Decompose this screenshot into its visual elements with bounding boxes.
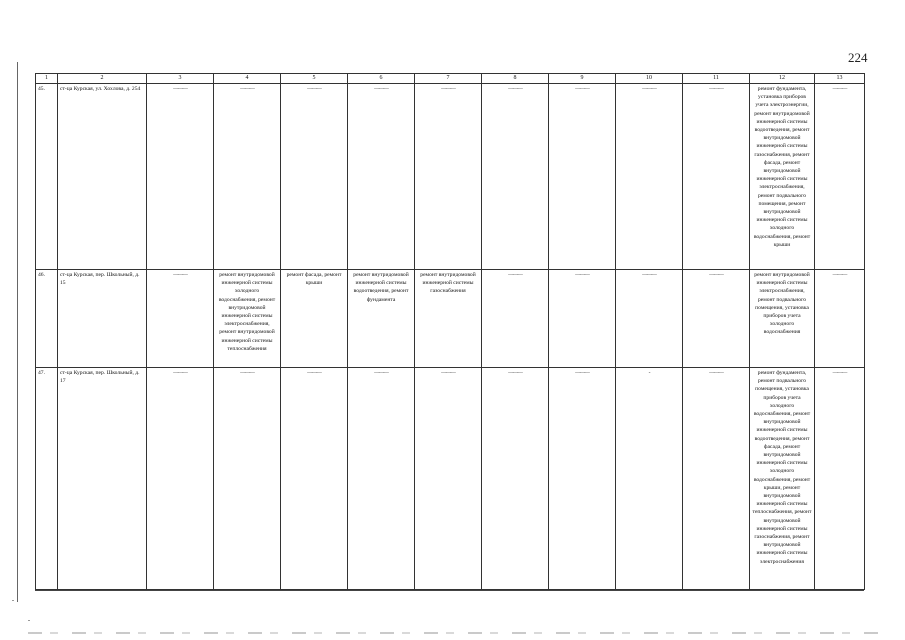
table-cell: ———	[147, 84, 214, 270]
col-header-5: 5	[281, 74, 348, 84]
table-cell: ———	[616, 84, 683, 270]
page-number: 224	[848, 50, 868, 65]
table-cell: ———	[281, 368, 348, 590]
scan-speck	[28, 620, 30, 621]
table-cell: ———	[348, 84, 415, 270]
works-cell: ремонт внутридомовой инженерной системы водоотведения, ремонт фундамента	[348, 270, 415, 368]
col-header-10: 10	[616, 74, 683, 84]
table-row	[36, 368, 865, 590]
table-cell: ———	[815, 84, 865, 270]
table-cell: ———	[214, 368, 281, 590]
table-cell: ———	[616, 270, 683, 368]
col-header-11: 11	[683, 74, 750, 84]
table-cell: ———	[815, 270, 865, 368]
repair-plan-table	[35, 73, 865, 590]
table-cell: ———	[683, 270, 750, 368]
table-cell: ———	[549, 368, 616, 590]
table-cell: ———	[482, 84, 549, 270]
col-header-2: 2	[58, 74, 147, 84]
table-cell: ———	[683, 368, 750, 590]
row-number: 45.	[36, 84, 58, 270]
table-cell: ———	[549, 84, 616, 270]
table-cell: ———	[683, 84, 750, 270]
table-cell: ———	[415, 84, 482, 270]
row-number: 46.	[36, 270, 58, 368]
table-cell: ———	[815, 368, 865, 590]
table-cell: -	[616, 368, 683, 590]
works-cell: ремонт фундамента, установка приборов учета электроэнергии, ремонт внутридомовой инженерной системы водоотведения, ремонт внутридомовой инженерной системы газоснабжения, ремонт фасада, ремонт внутридомовой инженерной системы электроснабжения, ремонт подвального помещения, ремонт внутридомовой инженерной системы холодного водоснабжения, ремонт крыши	[750, 84, 815, 270]
row-number: 47.	[36, 368, 58, 590]
margin-line	[17, 62, 18, 602]
table-cell: ———	[549, 270, 616, 368]
col-header-9: 9	[549, 74, 616, 84]
works-cell: ремонт фасада, ремонт крыши	[281, 270, 348, 368]
scan-noise	[28, 632, 878, 634]
col-header-12: 12	[750, 74, 815, 84]
table-cell: ———	[482, 368, 549, 590]
table-cell: ———	[214, 84, 281, 270]
table-bottom-border	[35, 590, 864, 591]
works-cell: ремонт фундамента, ремонт подвального помещения, установка приборов учета холодного водоснабжения, ремонт внутридомовой инженерной системы водоотведения, ремонт фасада, ремонт внутридомовой инженерной системы холодного водоснабжения, ремонт крыши, ремонт внутридомовой инженерной системы теплоснабжения, ремонт внутридомовой инженерной системы газоснабжения, ремонт внутридомовой инженерной системы электроснабжения	[750, 368, 815, 590]
address-cell: ст-ца Курская, ул. Хохлова, д. 254	[58, 84, 147, 270]
table-cell: ———	[348, 368, 415, 590]
col-header-13: 13	[815, 74, 865, 84]
col-header-8: 8	[482, 74, 549, 84]
table-cell: ———	[147, 368, 214, 590]
table-cell: ———	[415, 368, 482, 590]
col-header-4: 4	[214, 74, 281, 84]
address-cell: ст-ца Курская, пер. Школьный, д. 15	[58, 270, 147, 368]
table-row	[36, 270, 865, 368]
table-cell: ———	[147, 270, 214, 368]
works-cell: ремонт внутридомовой инженерной системы холодного водоснабжения, ремонт внутридомовой инженерной системы электроснабжения, ремонт внутридомовой инженерной системы теплоснабжения	[214, 270, 281, 368]
column-number-row	[36, 74, 865, 84]
col-header-1: 1	[36, 74, 58, 84]
col-header-7: 7	[415, 74, 482, 84]
table-cell: ———	[482, 270, 549, 368]
col-header-3: 3	[147, 74, 214, 84]
scan-speck	[12, 600, 14, 601]
works-cell: ремонт внутридомовой инженерной системы электроснабжения, ремонт подвального помещения, установка приборов учета холодного водоснабжения	[750, 270, 815, 368]
col-header-6: 6	[348, 74, 415, 84]
table-cell: ———	[281, 84, 348, 270]
address-cell: ст-ца Курская, пер. Школьный, д. 17	[58, 368, 147, 590]
works-cell: ремонт внутридомовой инженерной системы газоснабжения	[415, 270, 482, 368]
table-row	[36, 84, 865, 270]
